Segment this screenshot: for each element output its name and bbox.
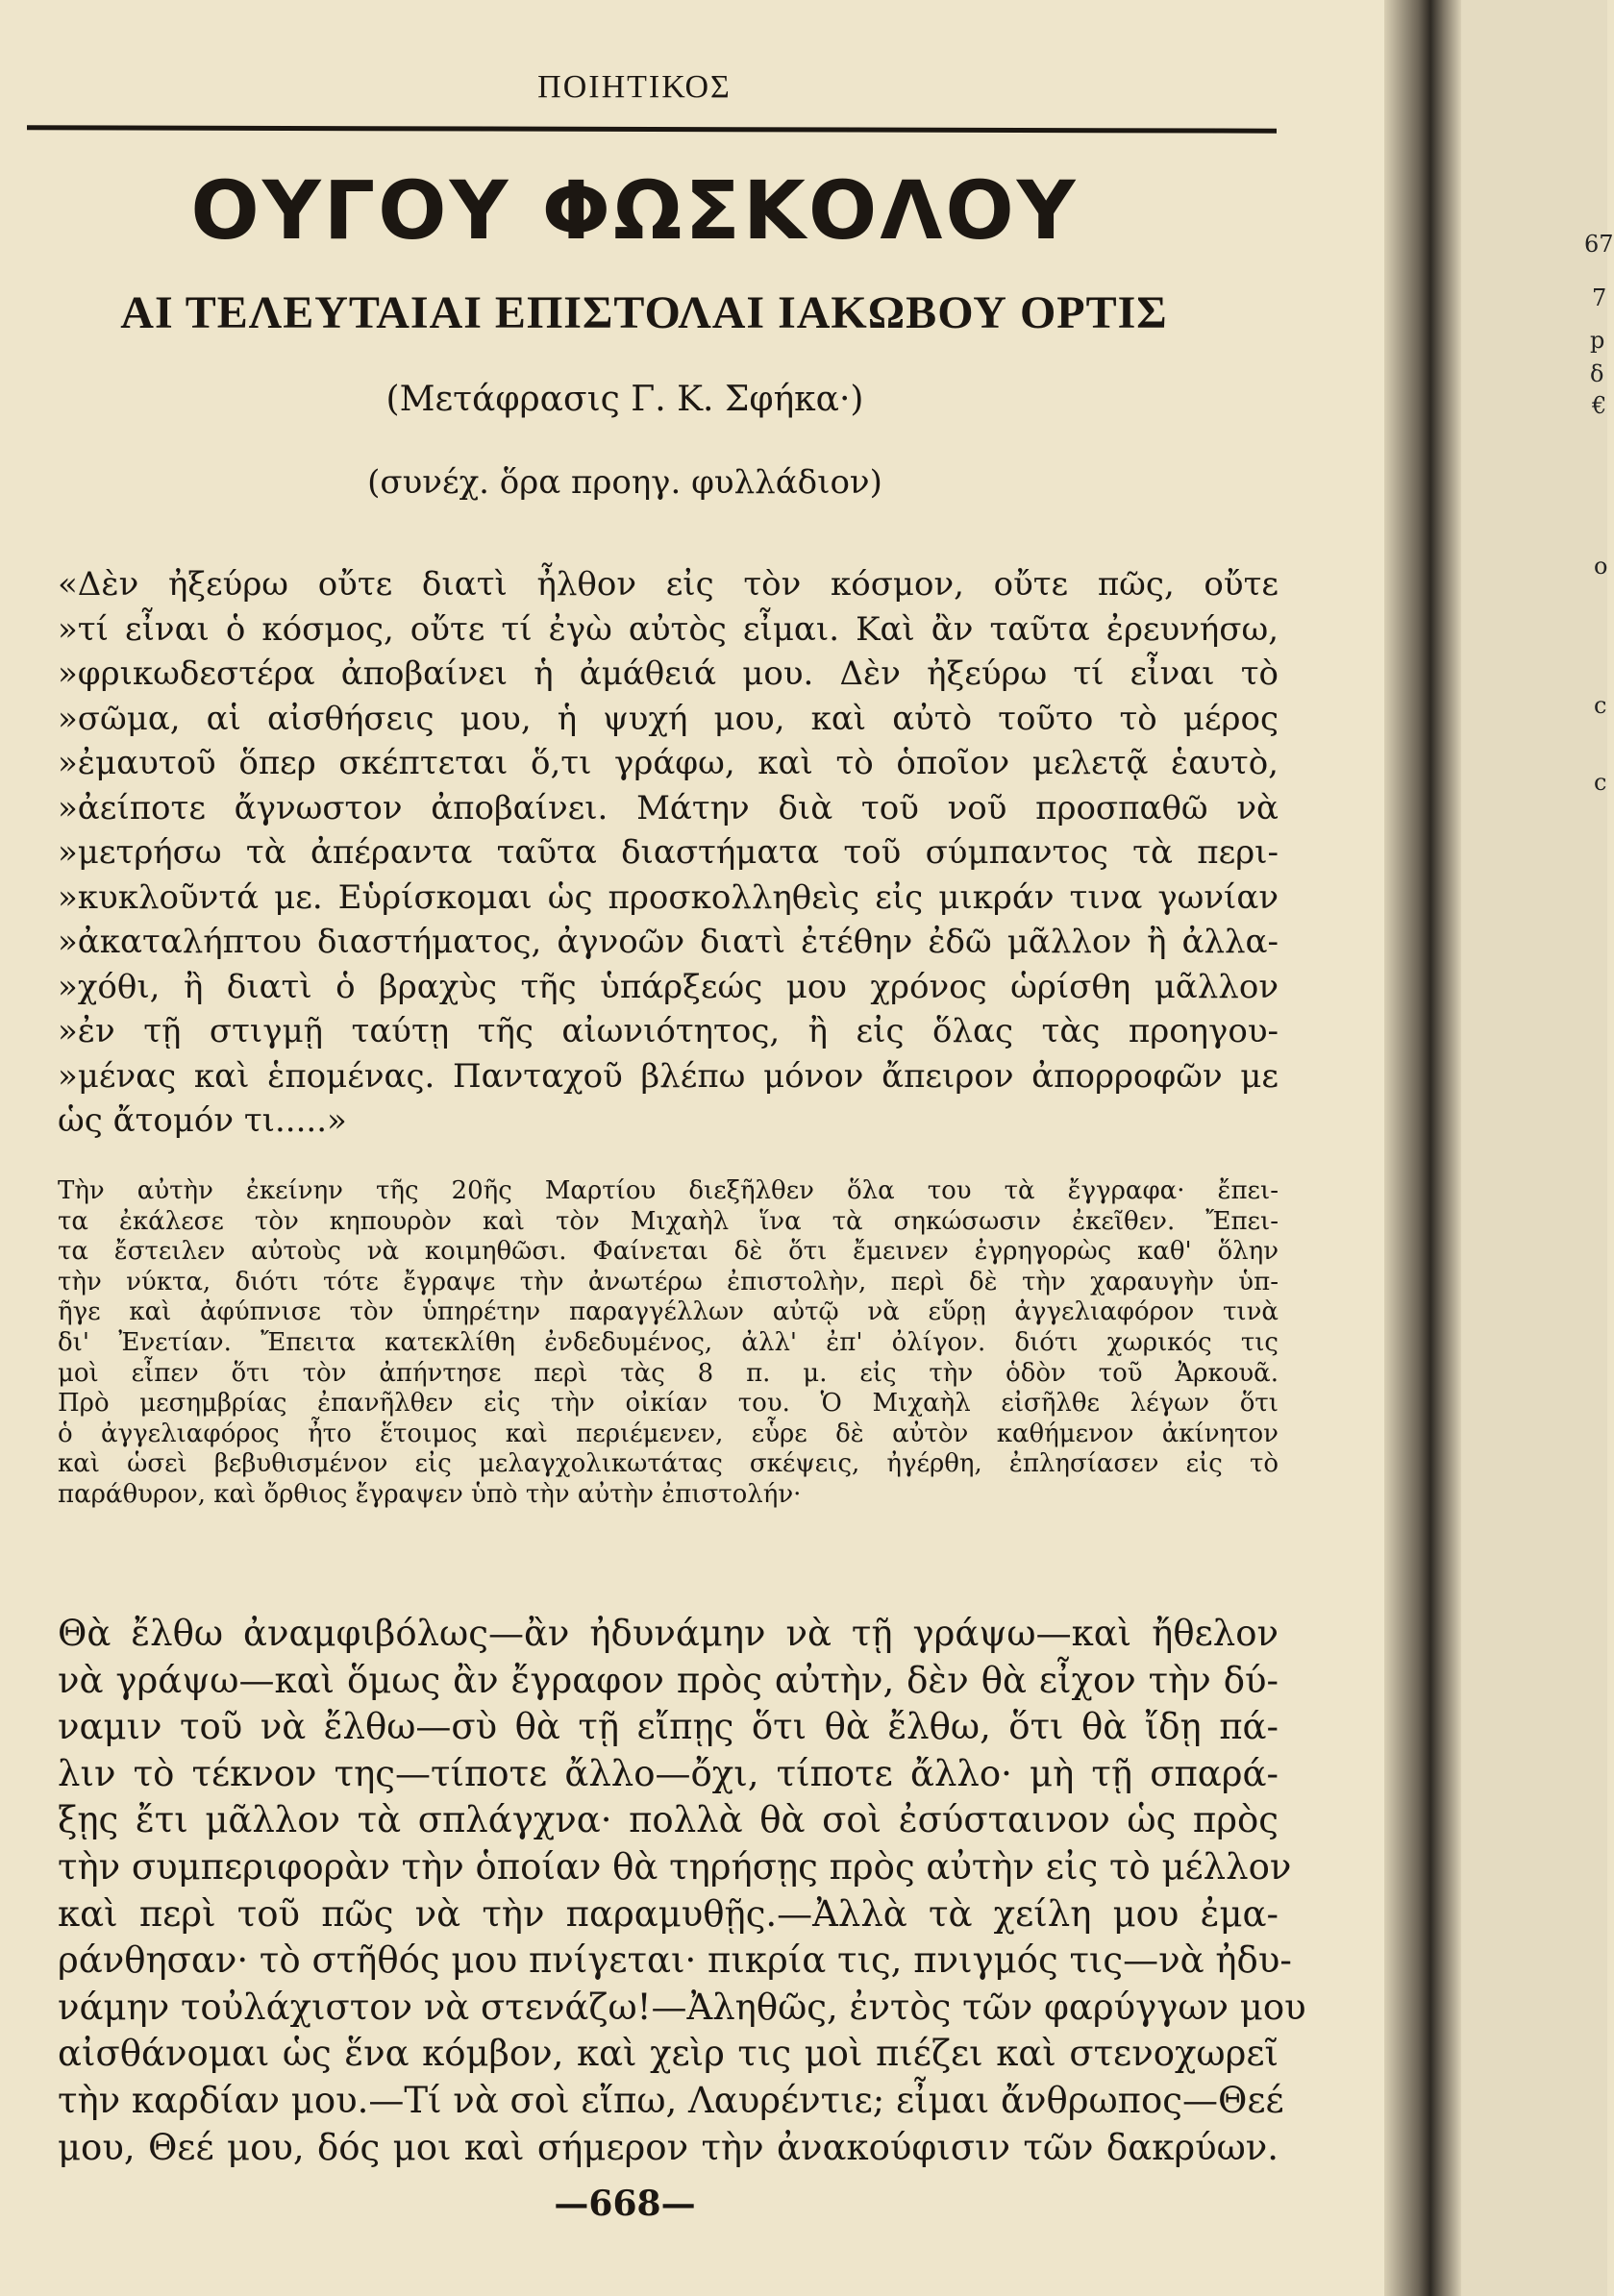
text-line: »μένας καὶ ἑπομένας. Πανταχοῦ βλέπω μόνον ἄπειρον ἀπορροφῶν με [58, 1056, 1279, 1096]
text-line: Θὰ ἔλθω ἀναμφιβόλως—ἂν ἠδυνάμην νὰ τῇ γράψω—καὶ ἤθελον [58, 1613, 1279, 1654]
page-number: —668— [554, 2184, 696, 2224]
continued-note: (συνέχ. ὅρα προηγ. φυλλάδιον) [367, 463, 882, 502]
text-line: »μετρήσω τὰ ἀπέραντα ταῦτα διαστήματα τοῦ σύμπαντος τὰ περι- [58, 833, 1279, 872]
text-line: τὴν συμπεριφορὰν τὴν ὁποίαν θὰ τηρήσῃς πρὸς αὐτὴν εἰς τὸ μέλλον [58, 1845, 1292, 1888]
text-line: »κυκλοῦντά με. Εὑρίσκομαι ὡς προσκολληθεὶς εἰς μικράν τινα γωνίαν [58, 877, 1279, 917]
facing-page-fragment: p [1590, 327, 1605, 354]
text-line: νὰ γράψω—καὶ ὅμως ἂν ἔγραφον πρὸς αὐτὴν, δὲν θὰ εἶχον τὴν δύ- [58, 1659, 1279, 1701]
text-line: αἰσθάνομαι ὡς ἕνα κόμβον, καὶ χεὶρ τις μοὶ πιέζει καὶ στενοχωρεῖ [58, 2033, 1279, 2075]
facing-page-fragment: 7 [1592, 284, 1607, 311]
text-line: »ἐν τῇ στιγμῇ ταύτῃ τῆς αἰωνιότητος, ἢ εἰς ὅλας τὰς προηγου- [58, 1012, 1279, 1050]
text-line: μου, Θεέ μου, δός μοι καὶ σήμερον τὴν ἀνακούφισιν τῶν δακρύων. [58, 2126, 1279, 2168]
text-line: τὴν νύκτα, διότι τότε ἔγραψε τὴν ἀνωτέρω ἐπιστολὴν, περὶ δὲ τὴν χαραυγὴν ὑπ- [58, 1267, 1279, 1296]
text-line: Τὴν αὐτὴν ἐκείνην τῆς 20ῆς Μαρτίου διεξῆλθεν ὅλα του τὰ ἔγγραφα· ἔπει- [58, 1176, 1279, 1205]
author-title: ΟΥΓΟΥ ΦΩΣΚΟΛΟΥ [190, 163, 1079, 258]
text-line: »τί εἶναι ὁ κόσμος, οὔτε τί ἐγὼ αὐτὸς εἶμαι. Καὶ ἂν ταῦτα ἐρευνήσω, [58, 609, 1279, 649]
work-subtitle: ΑΙ ΤΕΛΕΥΤΑΙΑΙ ΕΠΙΣΤΟΛΑΙ ΙΑΚΩΒΟΥ ΟΡΤΙΣ [120, 287, 1168, 338]
text-line: »ἀείποτε ἄγνωστον ἀποβαίνει. Μάτην διὰ τοῦ νοῦ προσπαθῶ νὰ [58, 788, 1279, 827]
facing-page-fragment: c [1594, 692, 1607, 719]
text-line: »χόθι, ἢ διατὶ ὁ βραχὺς τῆς ὑπάρξεώς μου χρόνος ὡρίσθη μᾶλλον [58, 967, 1279, 1006]
text-line: τα ἐκάλεσε τὸν κηπουρὸν καὶ τὸν Μιχαὴλ ἵνα τὰ σηκώσωσιν ἐκεῖθεν. Ἔπει- [58, 1206, 1279, 1236]
text-line: παράθυρον, καὶ ὄρθιος ἔγραψεν ὑπὸ τὴν αὐτὴν ἐπιστολήν· [58, 1479, 802, 1509]
text-line: δι' Ἐνετίαν. Ἔπειτα κατεκλίθη ἐνδεδυμένος, ἀλλ' ἐπ' ὀλίγον. διότι χωρικός τις [58, 1327, 1279, 1357]
facing-page-edge [1461, 0, 1614, 2296]
header-rule [27, 125, 1277, 133]
text-line: ὡς ἄτομόν τι.....» [58, 1101, 347, 1140]
book-gutter [1384, 0, 1461, 2296]
letter-body [58, 1611, 1306, 2171]
facing-page-fragment: δ [1590, 360, 1604, 387]
text-line: ξῃς ἔτι μᾶλλον τὰ σπλάγχνα· πολλὰ θὰ σοὶ ἐσύσταινον ὡς πρὸς [58, 1799, 1279, 1841]
text-line: »ἐμαυτοῦ ὅπερ σκέπτεται ὅ,τι γράφω, καὶ τὸ ὁποῖον μελετᾷ ἑαυτὸ, [58, 744, 1279, 782]
facing-page-fragment: € [1592, 392, 1607, 419]
facing-page-fragment: o [1594, 553, 1608, 580]
text-line: ὁ ἀγγελιαφόρος ἦτο ἕτοιμος καὶ περιέμενεν, εὗρε δὲ αὐτὸν καθήμενον ἀκίνητον [58, 1419, 1279, 1448]
translator-credit: (Μετάφρασις Γ. Κ. Σφήκα·) [385, 380, 864, 419]
text-line: τὴν καρδίαν μου.—Τί νὰ σοὶ εἴπω, Λαυρέντιε; εἶμαι ἄνθρωπος—Θεέ [58, 2079, 1284, 2121]
text-line: «Δὲν ἠξεύρω οὔτε διατὶ ἦλθον εἰς τὸν κόσμον, οὔτε πῶς, οὔτε [58, 565, 1279, 604]
text-line: ναμιν τοῦ νὰ ἔλθω—σὺ θὰ τῇ εἴπῃς ὅτι θὰ ἔλθω, ὅτι θὰ ἴδῃ πά- [58, 1706, 1279, 1748]
text-line: ράνθησαν· τὸ στῆθός μου πνίγεται· πικρία τις, πνιγμός τις—νὰ ἠδυ- [58, 1939, 1292, 1982]
quoted-passage [58, 562, 1279, 1144]
text-line: καὶ ὡσεὶ βεβυθισμένον εἰς μελαγχολικωτάτας σκέψεις, ἠγέρθη, ἐπλησίασεν εἰς τὸ [58, 1449, 1279, 1479]
facing-page-fragment: 67 [1584, 231, 1614, 258]
text-line: »σῶμα, αἱ αἰσθήσεις μου, ἡ ψυχή μου, καὶ αὐτὸ τοῦτο τὸ μέρος [58, 699, 1279, 738]
text-line: λιν τὸ τέκνον της—τίποτε ἄλλο—ὄχι, τίποτε ἄλλο· μὴ τῇ σπαρά- [58, 1752, 1279, 1794]
text-line: τα ἔστειλεν αὐτοὺς νὰ κοιμηθῶσι. Φαίνεται δὲ ὅτι ἔμεινεν ἐγρηγορὼς καθ' ὅλην [58, 1237, 1279, 1267]
text-line: ῆγε καὶ ἀφύπνισε τὸν ὑπηρέτην παραγγέλλων αὐτῷ νὰ εὕρῃ ἀγγελιαφόρον τινὰ [58, 1297, 1279, 1327]
text-line: »ἀκαταλήπτου διαστήματος, ἀγνοῶν διατὶ ἐτέθην ἐδῶ μᾶλλον ἢ ἀλλα- [58, 923, 1279, 961]
running-head: ΠΟΙΗΤΙΚΟΣ [537, 69, 732, 105]
text-line: νάμην τοὐλάχιστον νὰ στενάζω!—Ἀληθῶς, ἐντὸς τῶν φαρύγγων μου [58, 1986, 1306, 2028]
text-line: »φρικωδεστέρα ἀποβαίνει ἡ ἀμάθειά μου. Δὲν ἠξεύρω τί εἶναι τὸ [58, 654, 1279, 693]
text-line: καὶ περὶ τοῦ πῶς νὰ τὴν παραμυθῇς.—Ἀλλὰ τὰ χείλη μου ἐμα- [58, 1892, 1279, 1935]
narrative-note [58, 1176, 1279, 1511]
text-line: μοὶ εἶπεν ὅτι τὸν ἀπήντησε περὶ τὰς 8 π. μ. εἰς τὴν ὁδὸν τοῦ Ἀρκουᾶ. [58, 1358, 1279, 1388]
facing-page-fragment: c [1594, 769, 1607, 796]
text-line: Πρὸ μεσημβρίας ἐπανῆλθεν εἰς τὴν οἰκίαν του. Ὁ Μιχαὴλ εἰσῆλθε λέγων ὅτι [58, 1389, 1279, 1419]
